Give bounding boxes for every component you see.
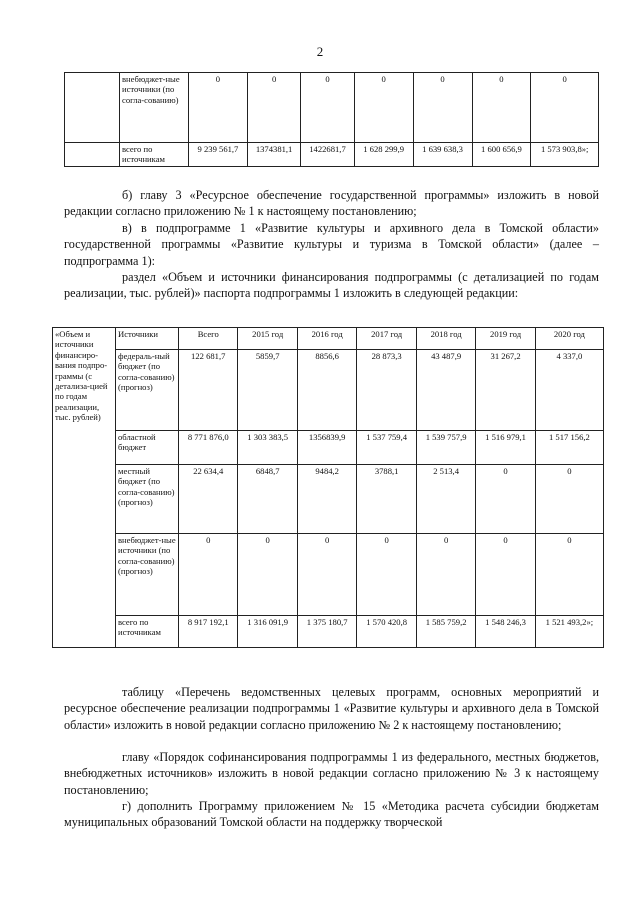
table-cell: 1 600 656,9: [472, 143, 531, 167]
table-cell: 0: [535, 465, 603, 534]
table-cell: 0: [531, 73, 599, 143]
side-label: «Объем и источники финансиро-вания подпро-граммы (с детализа-цией по годам реализации, тыс. рублей): [53, 328, 116, 648]
column-header: 2015 год: [238, 328, 297, 350]
empty-cell: [65, 73, 120, 143]
table-cell: 9 239 561,7: [189, 143, 248, 167]
table-cell: 1 570 420,8: [357, 616, 416, 648]
table-row: [53, 534, 604, 616]
table-row: [53, 431, 604, 465]
table-cell: 4 337,0: [535, 350, 603, 431]
table-cell: 0: [476, 465, 535, 534]
paragraph-section: раздел «Объем и источники финансирования подпрограммы (с детализацией по годам реализации, тыс. рублей)» паспорта подпрограммы 1 изложить в следующей редакции:: [64, 270, 599, 301]
table-row: [53, 616, 604, 648]
row-label: внебюджет-ные источники (по согла-сованию) (прогноз): [116, 534, 179, 616]
financing-table-program: [64, 72, 599, 167]
column-header: 2018 год: [416, 328, 475, 350]
column-header: 2020 год: [535, 328, 603, 350]
page-number: 2: [316, 44, 324, 59]
table-cell: 1 628 299,9: [354, 143, 413, 167]
table-cell: 0: [476, 534, 535, 616]
table-row: [53, 465, 604, 534]
paragraph-g: г) дополнить Программу приложением № 15 «Методика расчета субсидии бюджетам муниципальных образований Томской области на поддержку творческой: [64, 799, 599, 830]
table-header-row: [53, 328, 604, 350]
table-cell: 1 573 903,8»;: [531, 143, 599, 167]
table-cell: 0: [238, 534, 297, 616]
row-label: всего по источникам: [116, 616, 179, 648]
column-header: 2019 год: [476, 328, 535, 350]
table-cell: 2 513,4: [416, 465, 475, 534]
table-cell: 1 516 979,1: [476, 431, 535, 465]
table-cell: 8 771 876,0: [179, 431, 238, 465]
row-label: федераль-ный бюджет (по согла-сованию) (прогноз): [116, 350, 179, 431]
table-cell: 0: [472, 73, 531, 143]
table-cell: 1 316 091,9: [238, 616, 297, 648]
paragraph-cofinancing: главу «Порядок софинансирования подпрограммы 1 из федерального, местных бюджетов, внебюджетных источников» изложить в новой редакции согласно приложению № 3 к настоящему постановлению;: [64, 750, 599, 797]
table-cell: 5859,7: [238, 350, 297, 431]
table-cell: 1374381,1: [247, 143, 300, 167]
table-cell: 0: [297, 534, 356, 616]
financing-table-subprogram: [52, 327, 604, 648]
row-label: всего по источникам: [120, 143, 189, 167]
table-cell: 1 521 493,2»;: [535, 616, 603, 648]
table-cell: 0: [357, 534, 416, 616]
table-cell: 0: [416, 534, 475, 616]
table-cell: 1 548 246,3: [476, 616, 535, 648]
table-cell: 8 917 192,1: [179, 616, 238, 648]
table-cell: 31 267,2: [476, 350, 535, 431]
row-label: внебюджет-ные источники (по согла-сованию): [120, 73, 189, 143]
row-label: областной бюджет: [116, 431, 179, 465]
table-cell: 0: [301, 73, 354, 143]
table-cell: 0: [179, 534, 238, 616]
column-header: Всего: [179, 328, 238, 350]
table-cell: 3788,1: [357, 465, 416, 534]
table-row: [65, 73, 599, 143]
table-cell: 43 487,9: [416, 350, 475, 431]
table-cell: 6848,7: [238, 465, 297, 534]
table-cell: 1 585 759,2: [416, 616, 475, 648]
column-header: 2017 год: [357, 328, 416, 350]
table-cell: 1 517 156,2: [535, 431, 603, 465]
table-cell: 0: [413, 73, 472, 143]
table-cell: 1 375 180,7: [297, 616, 356, 648]
table-row: [53, 350, 604, 431]
table-cell: 0: [354, 73, 413, 143]
table-cell: 28 873,3: [357, 350, 416, 431]
table-cell: 22 634,4: [179, 465, 238, 534]
empty-cell: [65, 143, 120, 167]
table-cell: 8856,6: [297, 350, 356, 431]
table-cell: 1 303 383,5: [238, 431, 297, 465]
row-label: местный бюджет (по согла-сованию) (прогноз): [116, 465, 179, 534]
table-cell: 9484,2: [297, 465, 356, 534]
table-cell: 1 539 757,9: [416, 431, 475, 465]
paragraph-b: б) главу 3 «Ресурсное обеспечение государственной программы» изложить в новой редакции согласно приложению № 1 к настоящему постановлению;: [64, 188, 599, 219]
table-cell: 0: [247, 73, 300, 143]
paragraph-table-list: таблицу «Перечень ведомственных целевых программ, основных мероприятий и ресурсное обеспечение реализации подпрограммы 1 «Развитие культуры и архивного дела в Томской области» изложить в новой редакции согласно приложению № 2 к настоящему постановлению;: [64, 685, 599, 732]
table-cell: 0: [189, 73, 248, 143]
paragraph-v: в) в подпрограмме 1 «Развитие культуры и архивного дела в Томской области» государственной программы «Развитие культуры и туризма в Томской области» (далее – подпрограмма 1):: [64, 221, 599, 268]
table-cell: 1 537 759,4: [357, 431, 416, 465]
table-cell: 1356839,9: [297, 431, 356, 465]
table-cell: 1 639 638,3: [413, 143, 472, 167]
table-cell: 122 681,7: [179, 350, 238, 431]
table-cell: 0: [535, 534, 603, 616]
column-header: 2016 год: [297, 328, 356, 350]
table-row: [65, 143, 599, 167]
table-cell: 1422681,7: [301, 143, 354, 167]
column-header: Источники: [116, 328, 179, 350]
